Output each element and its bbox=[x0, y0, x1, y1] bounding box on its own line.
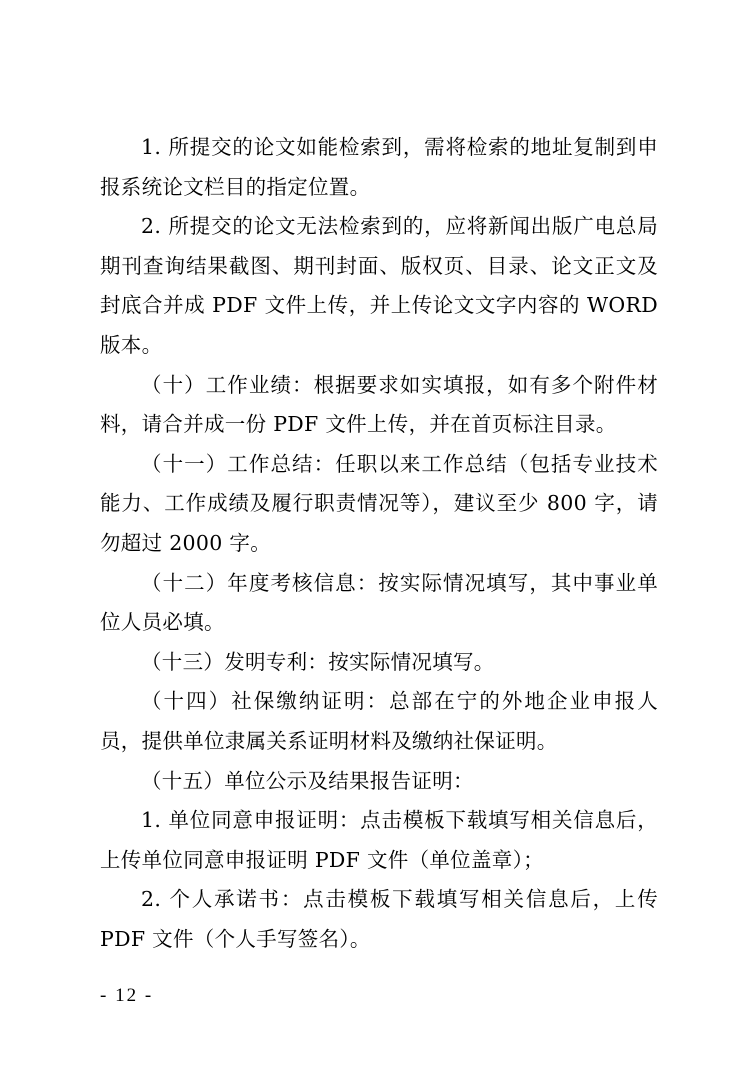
paragraph: （十一）工作总结：任职以来工作总结（包括专业技术能力、工作成绩及履行职责情况等），建议至少 800 字，请勿超过 2000 字。 bbox=[100, 451, 658, 555]
paragraph: （十三）发明专利：按实际情况填写。 bbox=[141, 649, 495, 674]
paragraph: （十五）单位公示及结果报告证明： bbox=[141, 768, 474, 793]
page-number: - 12 - bbox=[100, 985, 154, 1006]
paragraph: （十四）社保缴纳证明：总部在宁的外地企业申报人员，提供单位隶属关系证明材料及缴纳社保证明。 bbox=[100, 689, 658, 753]
paragraph: （十二）年度考核信息：按实际情况填写，其中事业单位人员必填。 bbox=[100, 570, 658, 635]
paragraph: 2. 个人承诺书：点击模板下载填写相关信息后，上传 PDF 文件（个人手写签名）。 bbox=[100, 887, 658, 951]
paragraph: 1. 单位同意申报证明：点击模板下载填写相关信息后，上传单位同意申报证明 PDF 文件（单位盖章）； bbox=[100, 808, 658, 872]
paragraph: 1. 所提交的论文如能检索到，需将检索的地址复制到申报系统论文栏目的指定位置。 bbox=[100, 135, 658, 199]
paragraph: （十）工作业绩：根据要求如实填报，如有多个附件材料，请合并成一份 PDF 文件上传，并在首页标注目录。 bbox=[100, 372, 658, 437]
document-body bbox=[100, 128, 658, 959]
paragraph: 2. 所提交的论文无法检索到的，应将新闻出版广电总局期刊查询结果截图、期刊封面、版权页、目录、论文正文及封底合并成 PDF 文件上传，并上传论文文字内容的 WORD 版本。 bbox=[100, 214, 658, 357]
